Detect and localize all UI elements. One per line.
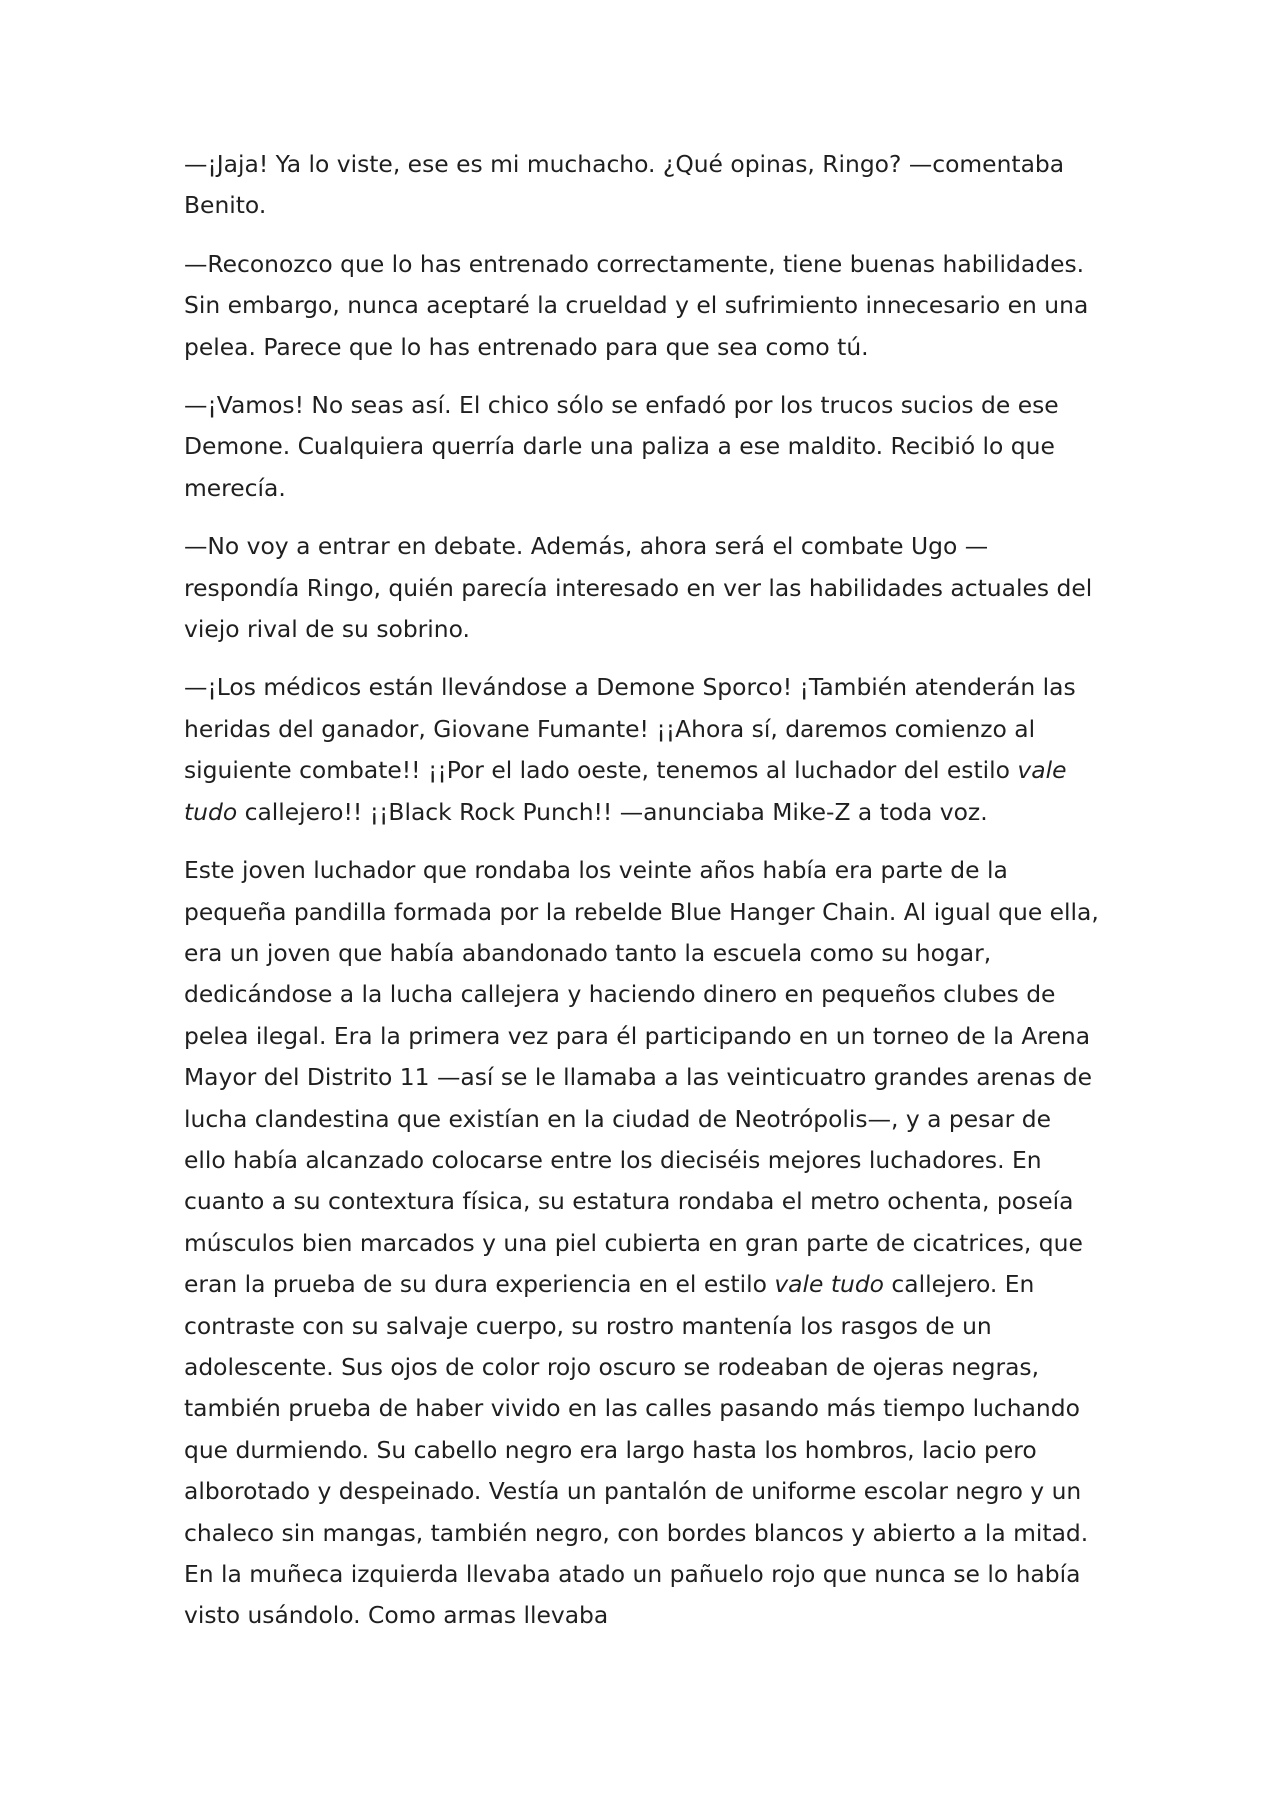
- paragraph: [184, 144, 1100, 227]
- paragraph: [184, 385, 1100, 509]
- paragraph: [184, 850, 1100, 1637]
- paragraph: [184, 244, 1100, 368]
- text-segment: —¡Jaja! Ya lo viste, ese es mi muchacho. ¿Qué opinas, Ringo? —comentaba Benito.: [184, 150, 1065, 220]
- paragraph: [184, 667, 1100, 833]
- text-segment: —¡Los médicos están llevándose a Demone Sporco! ¡También atenderán las heridas del ganador, Giovane Fumante! ¡¡Ahora sí, daremos comienzo al siguiente combate!! ¡¡Por el lado oeste, tenemos al luchador del estilo: [184, 673, 1076, 785]
- text-segment: callejero. En contraste con su salvaje cuerpo, su rostro mantenía los rasgos de un adolescente. Sus ojos de color rojo oscuro se rodeaban de ojeras negras, también prueba de haber vivido en las calles pasando más tiempo luchando que durmiendo. Su cabello negro era largo hasta los hombros, lacio pero alborotado y despeinado. Vestía un pantalón de uniforme escolar negro y un chaleco sin mangas, también negro, con bordes blancos y abierto a la mitad. En la muñeca izquierda llevaba atado un pañuelo rojo que nunca se lo había visto usándolo. Como armas llevaba: [184, 1270, 1089, 1630]
- paragraph: [184, 526, 1100, 650]
- italic-text-segment: vale tudo: [184, 756, 1067, 826]
- italic-text-segment: vale tudo: [774, 1270, 884, 1299]
- text-segment: —Reconozco que lo has entrenado correctamente, tiene buenas habilidades. Sin embargo, nunca aceptaré la crueldad y el sufrimiento innecesario en una pelea. Parece que lo has entrenado para que sea como tú.: [184, 249, 1089, 361]
- text-segment: —No voy a entrar en debate. Además, ahora será el combate Ugo —respondía Ringo, quién parecía interesado en ver las habilidades actuales del viejo rival de su sobrino.: [184, 532, 1093, 644]
- document-body: [184, 144, 1100, 1654]
- text-segment: callejero!! ¡¡Black Rock Punch!! —anunciaba Mike-Z a toda voz.: [237, 797, 988, 826]
- text-segment: —¡Vamos! No seas así. El chico sólo se enfadó por los trucos sucios de ese Demone. Cualquiera querría darle una paliza a ese maldito. Recibió lo que merecía.: [184, 391, 1059, 502]
- text-segment: Este joven luchador que rondaba los veinte años había era parte de la pequeña pandilla formada por la rebelde Blue Hanger Chain. Al igual que ella, era un joven que había abandonado tanto la escuela como su hogar, dedicándose a la lucha callejera y haciendo dinero en pequeños clubes de pelea ilegal. Era la primera vez para él participando en un torneo de la Arena Mayor del Distrito 11 —así se le llamaba a las veinticuatro grandes arenas de lucha clandestina que existían en la ciudad de Neotrópolis—, y a pesar de ello había alcanzado colocarse entre los dieciséis mejores luchadores. En cuanto a su contextura física, su estatura rondaba el metro ochenta, poseía músculos bien marcados y una piel cubierta en gran parte de cicatrices, que eran la prueba de su dura experiencia en el estilo: [184, 856, 1099, 1299]
